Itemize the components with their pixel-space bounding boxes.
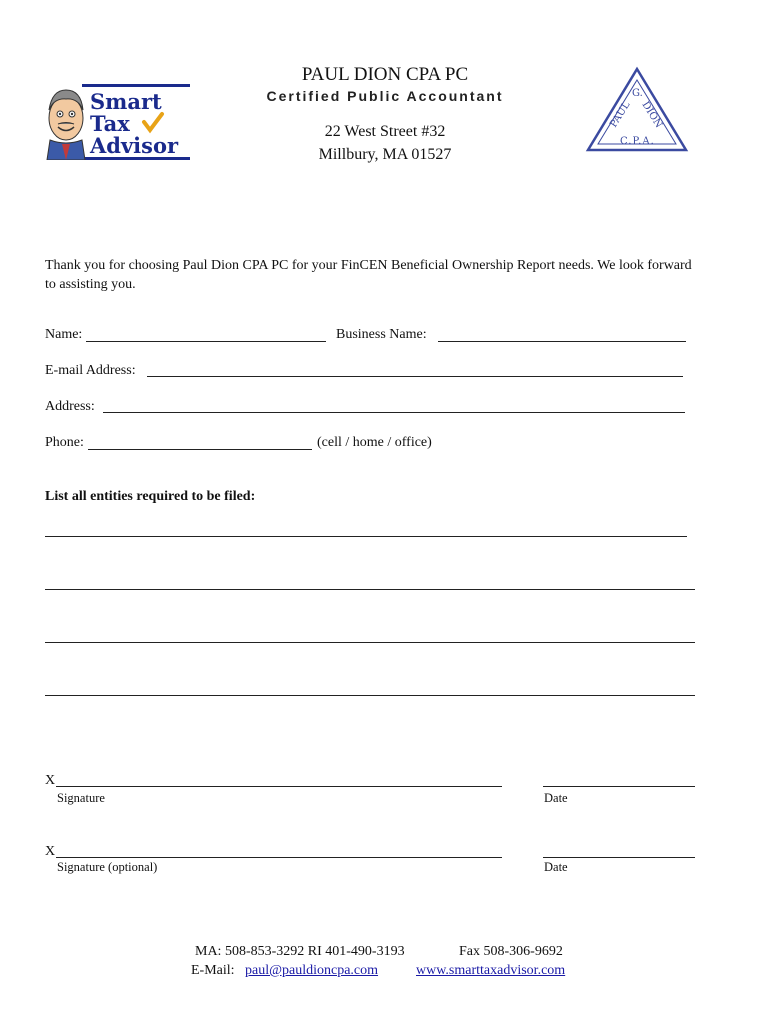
cpa-seal [585,66,689,154]
business-name-field[interactable] [438,341,686,342]
address-line-2: Millbury, MA 01527 [318,146,452,163]
date-optional-field[interactable] [543,857,695,858]
phone-type-hint: (cell / home / office) [317,435,432,450]
date-field[interactable] [543,786,695,787]
address-line-1: 22 West Street #32 [324,123,446,140]
date-label: Date [544,791,568,805]
email-field[interactable] [147,376,683,377]
email-label: E-mail Address: [45,363,136,378]
logo-word-tax: Tax [90,111,130,136]
seal-bottom: C.P.A. [620,136,655,147]
seal-right: DION [639,99,665,131]
address-label: Address: [45,399,95,414]
signature-optional-field[interactable] [56,857,502,858]
footer-email-link[interactable]: paul@pauldioncpa.com [245,963,379,978]
signature-optional-x-mark: X [45,844,56,859]
signature-optional-label: Signature (optional) [57,860,158,874]
logo-word-smart: Smart [90,89,162,114]
phone-label: Phone: [45,435,84,450]
date-optional-label: Date [544,860,568,874]
seal-top: G. [632,88,643,99]
name-label: Name: [45,327,83,342]
address-field[interactable] [103,412,685,413]
entity-line[interactable] [45,589,695,590]
signature-label: Signature [57,791,105,805]
footer-phones: MA: 508-853-3292 RI 401-490-3193 [195,944,405,959]
name-field[interactable] [86,341,326,342]
seal-triangle-icon [585,66,689,154]
entities-heading: List all entities required to be filed: [45,489,256,504]
entity-line[interactable] [45,536,687,537]
business-name-label: Business Name: [336,327,427,342]
entity-line[interactable] [45,642,695,643]
logo-word-advisor: Advisor [90,133,179,158]
footer-website-link[interactable]: www.smarttaxadvisor.com [416,963,566,978]
phone-field[interactable] [88,449,312,450]
footer-email-label: E-Mail: [191,963,235,978]
intro-paragraph: Thank you for choosing Paul Dion CPA PC for your FinCEN Beneficial Ownership Report needs. We look forward to assisting you. [45,258,692,292]
entity-line[interactable] [45,695,695,696]
signature-field[interactable] [56,786,502,787]
firm-subtitle: Certified Public Accountant [266,88,504,104]
footer-fax: Fax 508-306-9692 [459,944,563,959]
seal-left: PAUL [608,99,633,130]
signature-x-mark: X [45,773,56,788]
firm-name: PAUL DION CPA PC [301,64,469,85]
